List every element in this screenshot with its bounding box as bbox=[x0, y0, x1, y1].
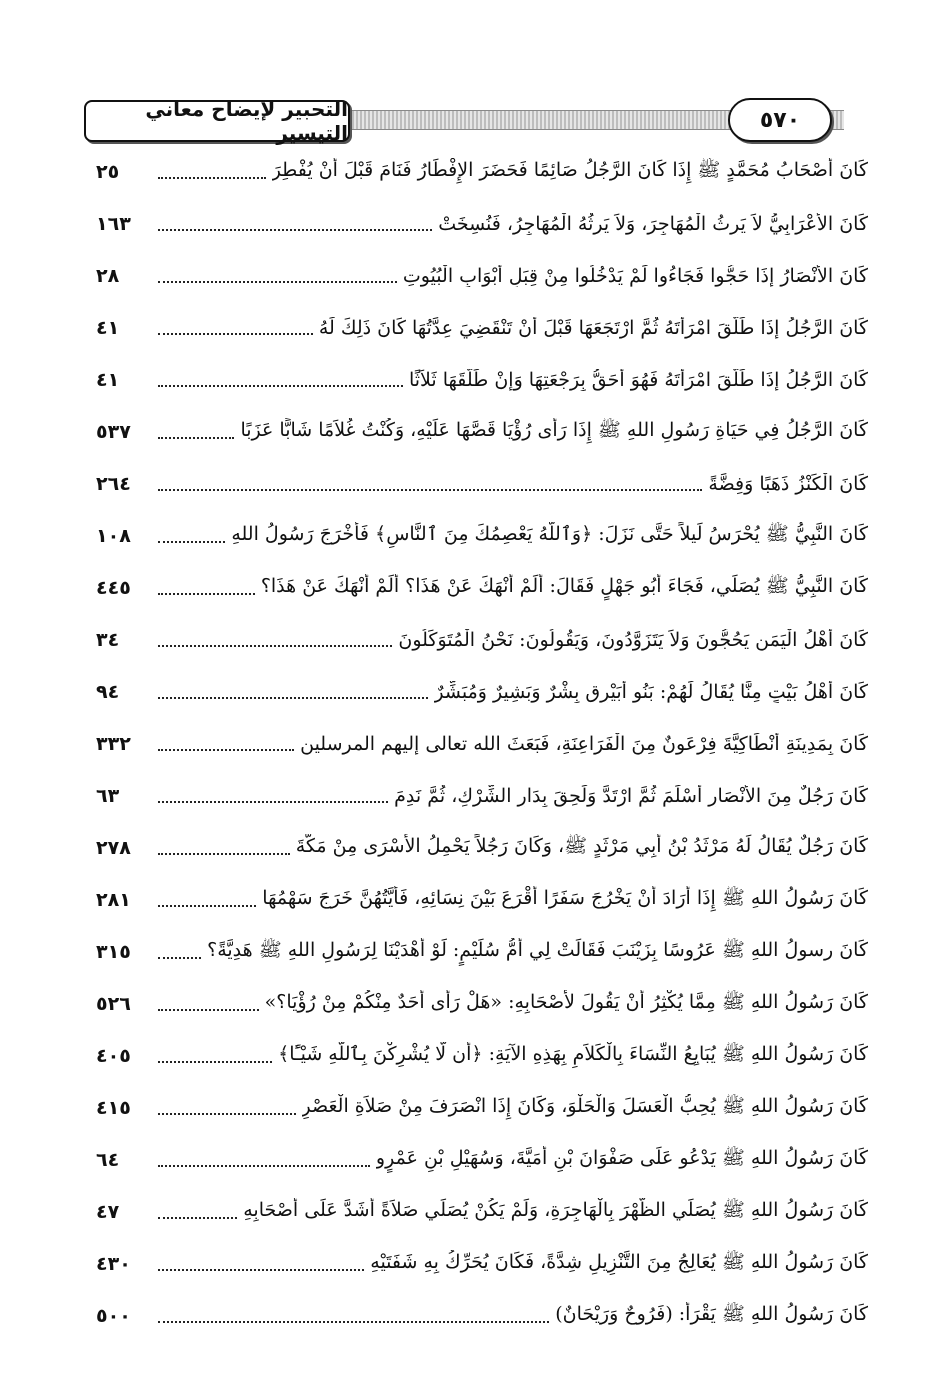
entry-text: كَانَ رَسُولُ اللهِ ﷺ يَدْعُو عَلَى صَفْوَانَ بْنِ أُمَيَّةَ، وَسُهَيْلِ بْنِ عَمْرٍو bbox=[375, 1147, 868, 1169]
entry-page-number: ٤٣٠ bbox=[96, 1253, 131, 1275]
index-entry bbox=[96, 874, 868, 926]
entry-dot-leader bbox=[158, 281, 397, 283]
entry-text: كَانَ بِمَدِينَةِ أَنْطَاكِيَّةَ فِرْعَونٌ مِنَ الْفَرَاعِنَةِ، فَبَعَثَ الله تعالى إليهم المرسلين bbox=[300, 733, 868, 755]
entry-text: كَانَ رَسُولُ اللهِ ﷺ يُعَالِجُ مِنَ التَّنْزِيلِ شِدَّةً، فَكَانَ يُحَرِّكُ بِهِ شَفَتَيْهِ bbox=[370, 1251, 868, 1273]
index-entry bbox=[96, 1186, 868, 1238]
entry-dot-leader bbox=[158, 177, 266, 179]
entry-dot-leader bbox=[158, 645, 392, 647]
entry-text: كَانَ رَسُولُ اللهِ ﷺ يُحِبُّ الْعَسَلَ وَالْحَلْوَ، وَكَانَ إِذَا انْصَرَفَ مِنْ صَلاَةِ الْعَصْرِ bbox=[301, 1095, 868, 1117]
index-entry bbox=[96, 926, 868, 978]
entry-page-number: ١٦٣ bbox=[96, 213, 131, 235]
entry-text: كَانَ النَّبِيُّ ﷺ يُصَلِّي، فَجَاءَ أَبُو جَهْلٍ فَقَالَ: أَلَمْ أَنْهَكَ عَنْ هَذَا؟ أَلَمْ أَنْهَكَ عَنْ هَذَا؟ bbox=[260, 575, 868, 597]
entry-page-number: ٢٨ bbox=[96, 265, 120, 287]
entry-dot-leader bbox=[158, 853, 290, 855]
entry-text: كَانَ رَسُولُ اللهِ ﷺ يَقْرَأُ: (فَرُوحٌ وَرَيْحَانٌ) bbox=[555, 1303, 868, 1325]
page-number-box bbox=[728, 98, 832, 142]
entry-text: كَانَ أَهْلُ الْيَمَنِ يَحُجُّونَ وَلاَ يَتَزَوَّدُونَ، وَيَقُولُونَ: نَحْنُ الْمُتَوَكِّلُونَ bbox=[398, 629, 868, 651]
entry-dot-leader bbox=[158, 697, 428, 699]
entry-page-number: ٢٧٨ bbox=[96, 837, 131, 859]
entry-dot-leader bbox=[158, 489, 702, 491]
entry-text: كَانَ الأَعْرَابِيُّ لاَ يَرِثُ الْمُهَاجِرَ، وَلاَ يَرِثُهُ الْمُهَاجِرُ، فَنُسِخَتْ bbox=[438, 213, 868, 235]
entry-dot-leader bbox=[158, 1061, 272, 1063]
index-entry bbox=[96, 406, 868, 458]
entry-dot-leader bbox=[158, 1165, 370, 1167]
entry-text: كَانَ رَسُولُ اللهِ ﷺ يُصَلِّي الظُّهْرَ بِالْهَاجِرَةِ، وَلَمْ يَكُنْ يُصَلِّي صَلاَةً أَشَدَّ عَلَى أَصْحَابِهِ bbox=[243, 1199, 868, 1221]
entry-dot-leader bbox=[158, 905, 256, 907]
entry-text: كَانَ رَسُولُ اللهِ ﷺ يُبَايِعُ النِّسَاءَ بِالْكَلاَمِ بِهَذِهِ الآيَةِ: ﴿أَن لَّا يُشْرِكْنَ بِٱللَّهِ شَيْـًٔا﴾ bbox=[278, 1043, 868, 1065]
entry-dot-leader bbox=[158, 1269, 364, 1271]
index-entry bbox=[96, 1290, 868, 1342]
index-entry bbox=[96, 614, 868, 666]
entry-page-number: ٢٨١ bbox=[96, 889, 131, 911]
entry-text: كَانَ النَّبِيُّ ﷺ يُحْرَسُ لَيلاً حَتَّى نَزَلَ: ﴿وَٱللَّهُ يَعْصِمُكَ مِنَ ٱلنَّاسِ﴾ فَأَخْرَجَ رَسُولُ اللهِ bbox=[231, 523, 868, 545]
index-entry bbox=[96, 302, 868, 354]
entry-text: كَانَ الْكَنْزُ ذَهَبًا وَفِضَّةً bbox=[708, 473, 868, 495]
entry-text: كَانَ أَهْلُ بَيْتٍ مِنَّا يُقَالُ لَهُمْ: بَنُو أُبَيْرِقٍ بِشْرٌ وَبَشِيرٌ وَمُبَشِّرٌ bbox=[434, 681, 868, 703]
index-entry bbox=[96, 1030, 868, 1082]
index-entry bbox=[96, 250, 868, 302]
index-entry bbox=[96, 562, 868, 614]
header-title-box bbox=[84, 97, 350, 145]
entry-dot-leader bbox=[158, 749, 294, 751]
entry-text: كَانَ رسولُ اللهِ ﷺ عَرُوسًا بِزَيْنَبَ فَقَالَتْ لِي أُمُّ سُلَيْمٍ: لَوْ أَهْدَيْنَا لِرَسُولِ اللهِ ﷺ هَدِيَّةً؟ bbox=[207, 939, 868, 961]
entry-dot-leader bbox=[158, 801, 388, 803]
entry-dot-leader bbox=[158, 957, 201, 959]
entry-dot-leader bbox=[158, 229, 432, 231]
entry-page-number: ٥٠٠ bbox=[96, 1305, 131, 1327]
entry-page-number: ٥٢٦ bbox=[96, 993, 131, 1015]
entry-text: كَانَ أَصْحَابُ مُحَمَّدٍ ﷺ إِذَا كَانَ الرَّجُلُ صَائِمًا فَحَضَرَ الإِفْطَارُ فَنَامَ قَبْلَ أَنْ يُفْطِرَ bbox=[271, 159, 868, 181]
index-entry bbox=[96, 822, 868, 874]
entry-page-number: ٣١٥ bbox=[96, 941, 131, 963]
entry-dot-leader bbox=[158, 1217, 237, 1219]
page-number: ٥٧٠ bbox=[759, 107, 801, 133]
entry-dot-leader bbox=[158, 385, 403, 387]
entry-page-number: ٤١ bbox=[96, 369, 120, 391]
entry-page-number: ٣٣٢ bbox=[96, 733, 131, 755]
index-entry bbox=[96, 666, 868, 718]
index-entry bbox=[96, 198, 868, 250]
entry-page-number: ٣٤ bbox=[96, 629, 120, 651]
entry-page-number: ٢٦٤ bbox=[96, 473, 131, 495]
hadith-index-list bbox=[96, 146, 868, 1342]
index-entry bbox=[96, 718, 868, 770]
entry-dot-leader bbox=[158, 541, 225, 543]
entry-text: كَانَ الرَّجُلُ فِي حَيَاةِ رَسُولِ اللهِ ﷺ إِذَا رَأَى رُؤْيَا قَصَّهَا عَلَيْهِ، وَكُنْتُ غُلاَمًا شَابًّا عَزَبًا bbox=[240, 419, 868, 441]
entry-text: كَانَ رَسُولُ اللهِ ﷺ إِذَا أَرَادَ أَنْ يَخْرُجَ سَفَرًا أَقْرَعَ بَيْنَ نِسَائِهِ، فَأَيَّتُهُنَّ خَرَجَ سَهْمُهَا bbox=[262, 887, 868, 909]
entry-page-number: ٢٥ bbox=[96, 161, 120, 183]
entry-text: كَانَ الرَّجُلُ إِذَا طَلَّقَ امْرَأَتَهُ فَهُوَ أَحَقُّ بِرَجْعَتِهَا وَإِنْ طَلَّقَهَا ثَلاَثًا bbox=[408, 369, 868, 391]
page-header bbox=[84, 98, 844, 146]
index-entry bbox=[96, 146, 868, 198]
entry-dot-leader bbox=[158, 1113, 296, 1115]
entry-dot-leader bbox=[158, 1009, 259, 1011]
entry-page-number: ٩٤ bbox=[96, 681, 120, 703]
index-entry bbox=[96, 354, 868, 406]
index-entry bbox=[96, 978, 868, 1030]
index-entry bbox=[96, 770, 868, 822]
book-title: التحبير لإيضاح معاني التيسير bbox=[145, 97, 348, 145]
entry-dot-leader bbox=[158, 1321, 549, 1323]
entry-page-number: ٤٧ bbox=[96, 1201, 120, 1223]
entry-dot-leader bbox=[158, 437, 234, 439]
index-entry bbox=[96, 1238, 868, 1290]
index-entry bbox=[96, 1134, 868, 1186]
index-entry bbox=[96, 510, 868, 562]
entry-text: كَانَ الأَنْصَارُ إِذَا حَجُّوا فَجَاءُوا لَمْ يَدْخُلُوا مِنْ قِبَلِ أَبْوَابِ الْبُيُوتِ bbox=[402, 265, 868, 287]
entry-text: كَانَ الرَّجُلُ إِذَا طَلَّقَ امْرَأَتَهُ ثُمَّ ارْتَجَعَهَا قَبْلَ أَنْ تَنْقَضِيَ عِدَّتُهَا كَانَ ذَلِكَ لَهُ bbox=[318, 317, 868, 339]
entry-page-number: ٤٠٥ bbox=[96, 1045, 131, 1067]
entry-text: كَانَ رَجُلٌ يُقَالُ لَهُ مَرْثَدُ بْنُ أَبِي مَرْثَدٍ ﷺ، وَكَانَ رَجُلاً يَحْمِلُ الأَسْرَى مِنْ مَكَّةَ bbox=[295, 835, 868, 857]
entry-page-number: ٥٣٧ bbox=[96, 421, 131, 443]
index-entry bbox=[96, 458, 868, 510]
entry-page-number: ٤٤٥ bbox=[96, 577, 131, 599]
entry-text: كَانَ رَجُلٌ مِنَ الأَنْصَارِ أَسْلَمَ ثُمَّ ارْتَدَّ وَلَحِقَ بِدَارِ الشِّرْكِ، ثُمَّ نَدِمَ bbox=[394, 785, 868, 807]
index-entry bbox=[96, 1082, 868, 1134]
entry-page-number: ١٠٨ bbox=[96, 525, 131, 547]
entry-page-number: ٤١ bbox=[96, 317, 120, 339]
entry-dot-leader bbox=[158, 333, 313, 335]
entry-dot-leader bbox=[158, 593, 255, 595]
entry-page-number: ٦٤ bbox=[96, 1149, 120, 1171]
entry-text: كَانَ رَسُولُ اللهِ ﷺ مِمَّا يُكْثِرُ أَنْ يَقُولَ لأَصْحَابِهِ: «هَلْ رَأَى أَحَدٌ مِنْكُمْ مِنْ رُؤْيَا؟» bbox=[264, 991, 868, 1013]
entry-page-number: ٤١٥ bbox=[96, 1097, 131, 1119]
entry-page-number: ٦٣ bbox=[96, 785, 120, 807]
